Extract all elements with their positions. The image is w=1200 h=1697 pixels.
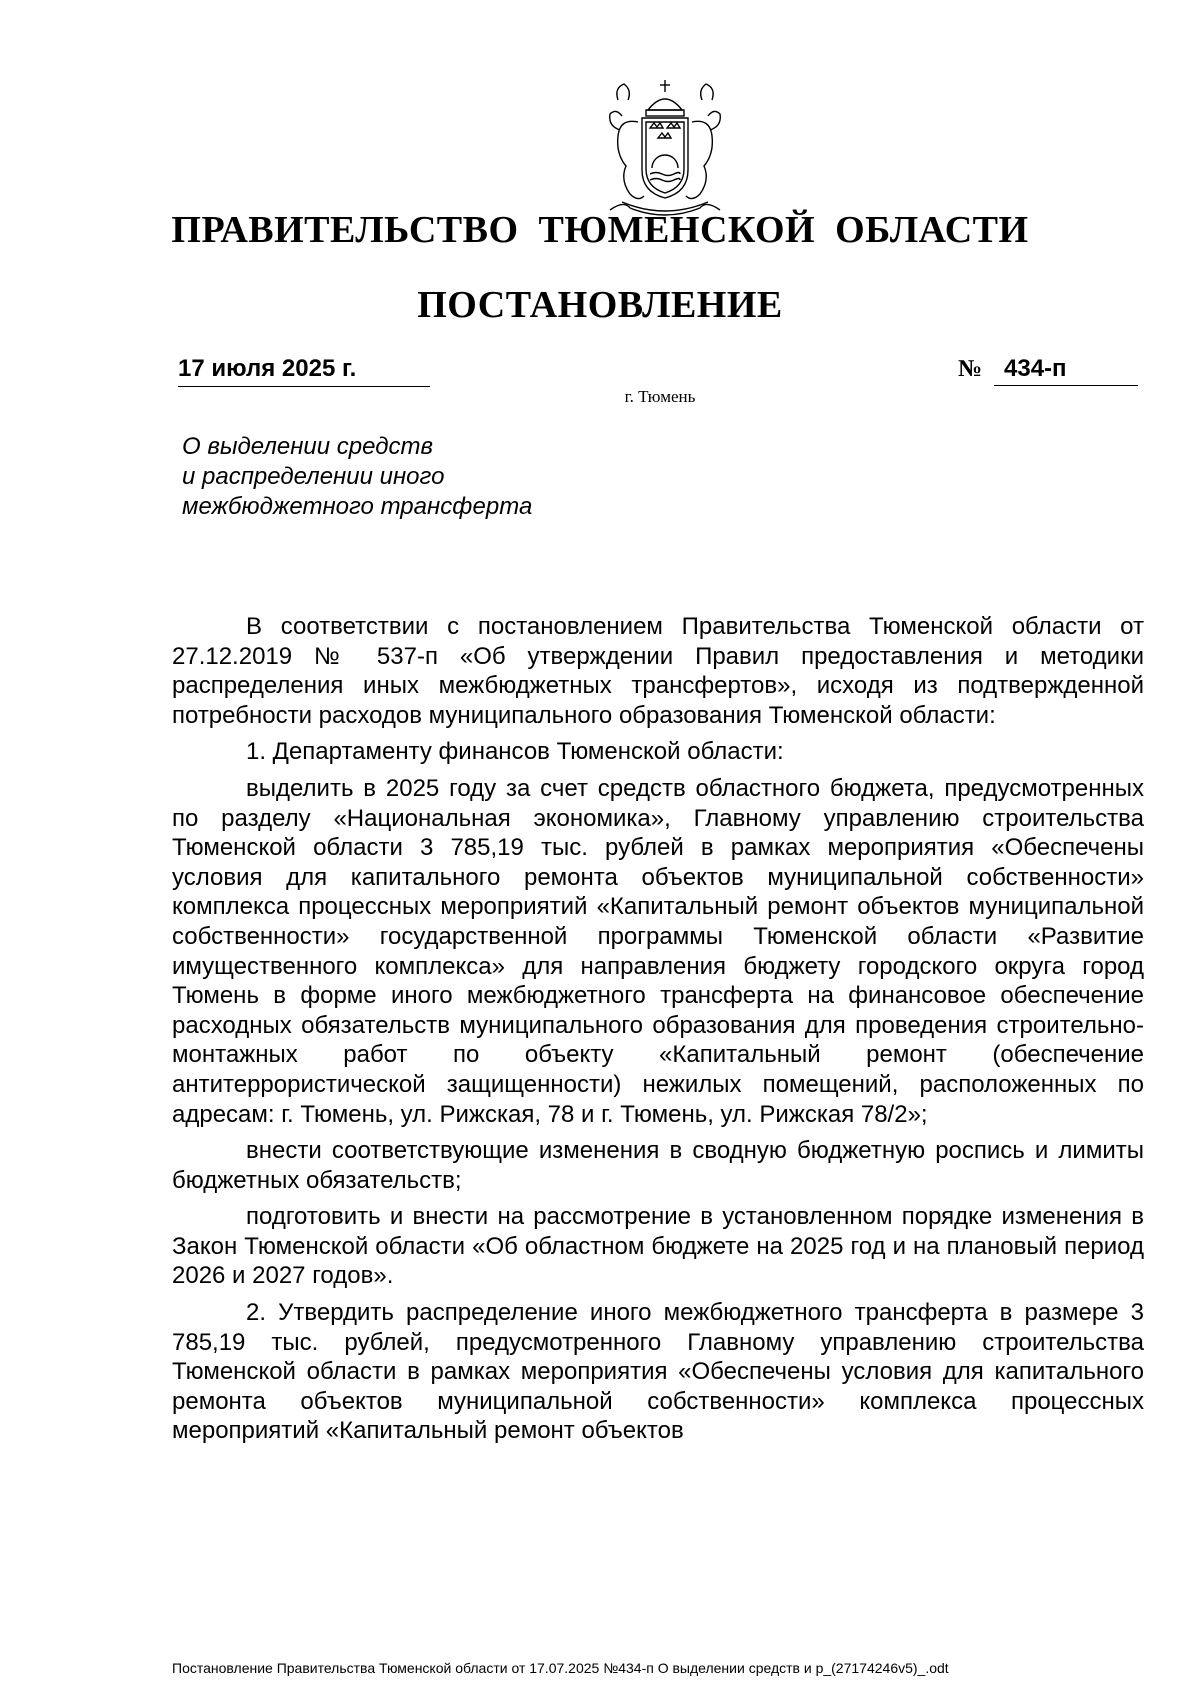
- number-sign: №: [958, 356, 983, 382]
- body-paragraph: выделить в 2025 году за счет средств областного бюджета, предусмотренных по разделу «Национальная экономика», Главному управлению строительства Тюменской области 3 785,19 тыс. рублей в рамках мероприятия «Обеспечены условия для капитального ремонта объектов муниципальной собственности» комплекса процессных мероприятий «Капитальный ремонт объектов муниципальной собственности» государственной программы Тюменской области «Развитие имущественного комплекса» для направления бюджету городского округа город Тюмень в форме иного межбюджетного трансферта на финансовое обеспечение расходных обязательств муниципального образования для проведения строительно-монтажных работ по объекту «Капитальный ремонт (обеспечение антитеррористической защищенности) нежилых помещений, расположенных по адресам: г. Тюмень, ул. Рижская, 78 и г. Тюмень, ул. Рижская 78/2»;: [172, 774, 1144, 1128]
- city-label: г. Тюмень: [624, 387, 696, 406]
- page-footer: Постановление Правительства Тюменской области от 17.07.2025 №434-п О выделении средств и р_(27174246v5)_.odt: [172, 1660, 949, 1676]
- coat-of-arms-icon: [590, 70, 740, 225]
- document-subject: [182, 432, 532, 522]
- government-title: ПРАВИТЕЛЬСТВО ТЮМЕНСКОЙ ОБЛАСТИ: [171, 209, 1029, 251]
- body-paragraph: 2. Утвердить распределение иного межбюджетного трансферта в размере 3 785,19 тыс. рублей, предусмотренного Главному управлению строительства Тюменской области в рамках мероприятия «Обеспечены условия для капитального ремонта объектов муниципальной собственности» комплекса процессных мероприятий «Капитальный ремонт объектов: [172, 1299, 1144, 1445]
- body-paragraph: В соответствии с постановлением Правительства Тюменской области от 27.12.2019 № 537-п «Об утверждении Правил предоставления и методики распределения иных межбюджетных трансфертов», исходя из подтвержденной потребности расходов муниципального образования Тюменской области:: [172, 613, 1144, 729]
- subject-line: О выделении средств: [182, 433, 434, 460]
- body-paragraph: 1. Департаменту финансов Тюменской области:: [246, 738, 784, 766]
- document-body: [172, 612, 1144, 1453]
- subject-line: и распределении иного: [182, 463, 445, 490]
- document-number: 434-п: [994, 356, 1138, 386]
- subject-line: межбюджетного трансферта: [182, 493, 533, 520]
- body-paragraph: подготовить и внести на рассмотрение в установленном порядке изменения в Закон Тюменской области «Об областном бюджете на 2025 год и на плановый период 2026 и 2027 годов».: [172, 1203, 1144, 1290]
- document-date: 17 июля 2025 г.: [178, 356, 430, 387]
- document-type-title: ПОСТАНОВЛЕНИЕ: [417, 284, 783, 326]
- body-paragraph: внести соответствующие изменения в сводную бюджетную роспись и лимиты бюджетных обязательств;: [172, 1137, 1144, 1194]
